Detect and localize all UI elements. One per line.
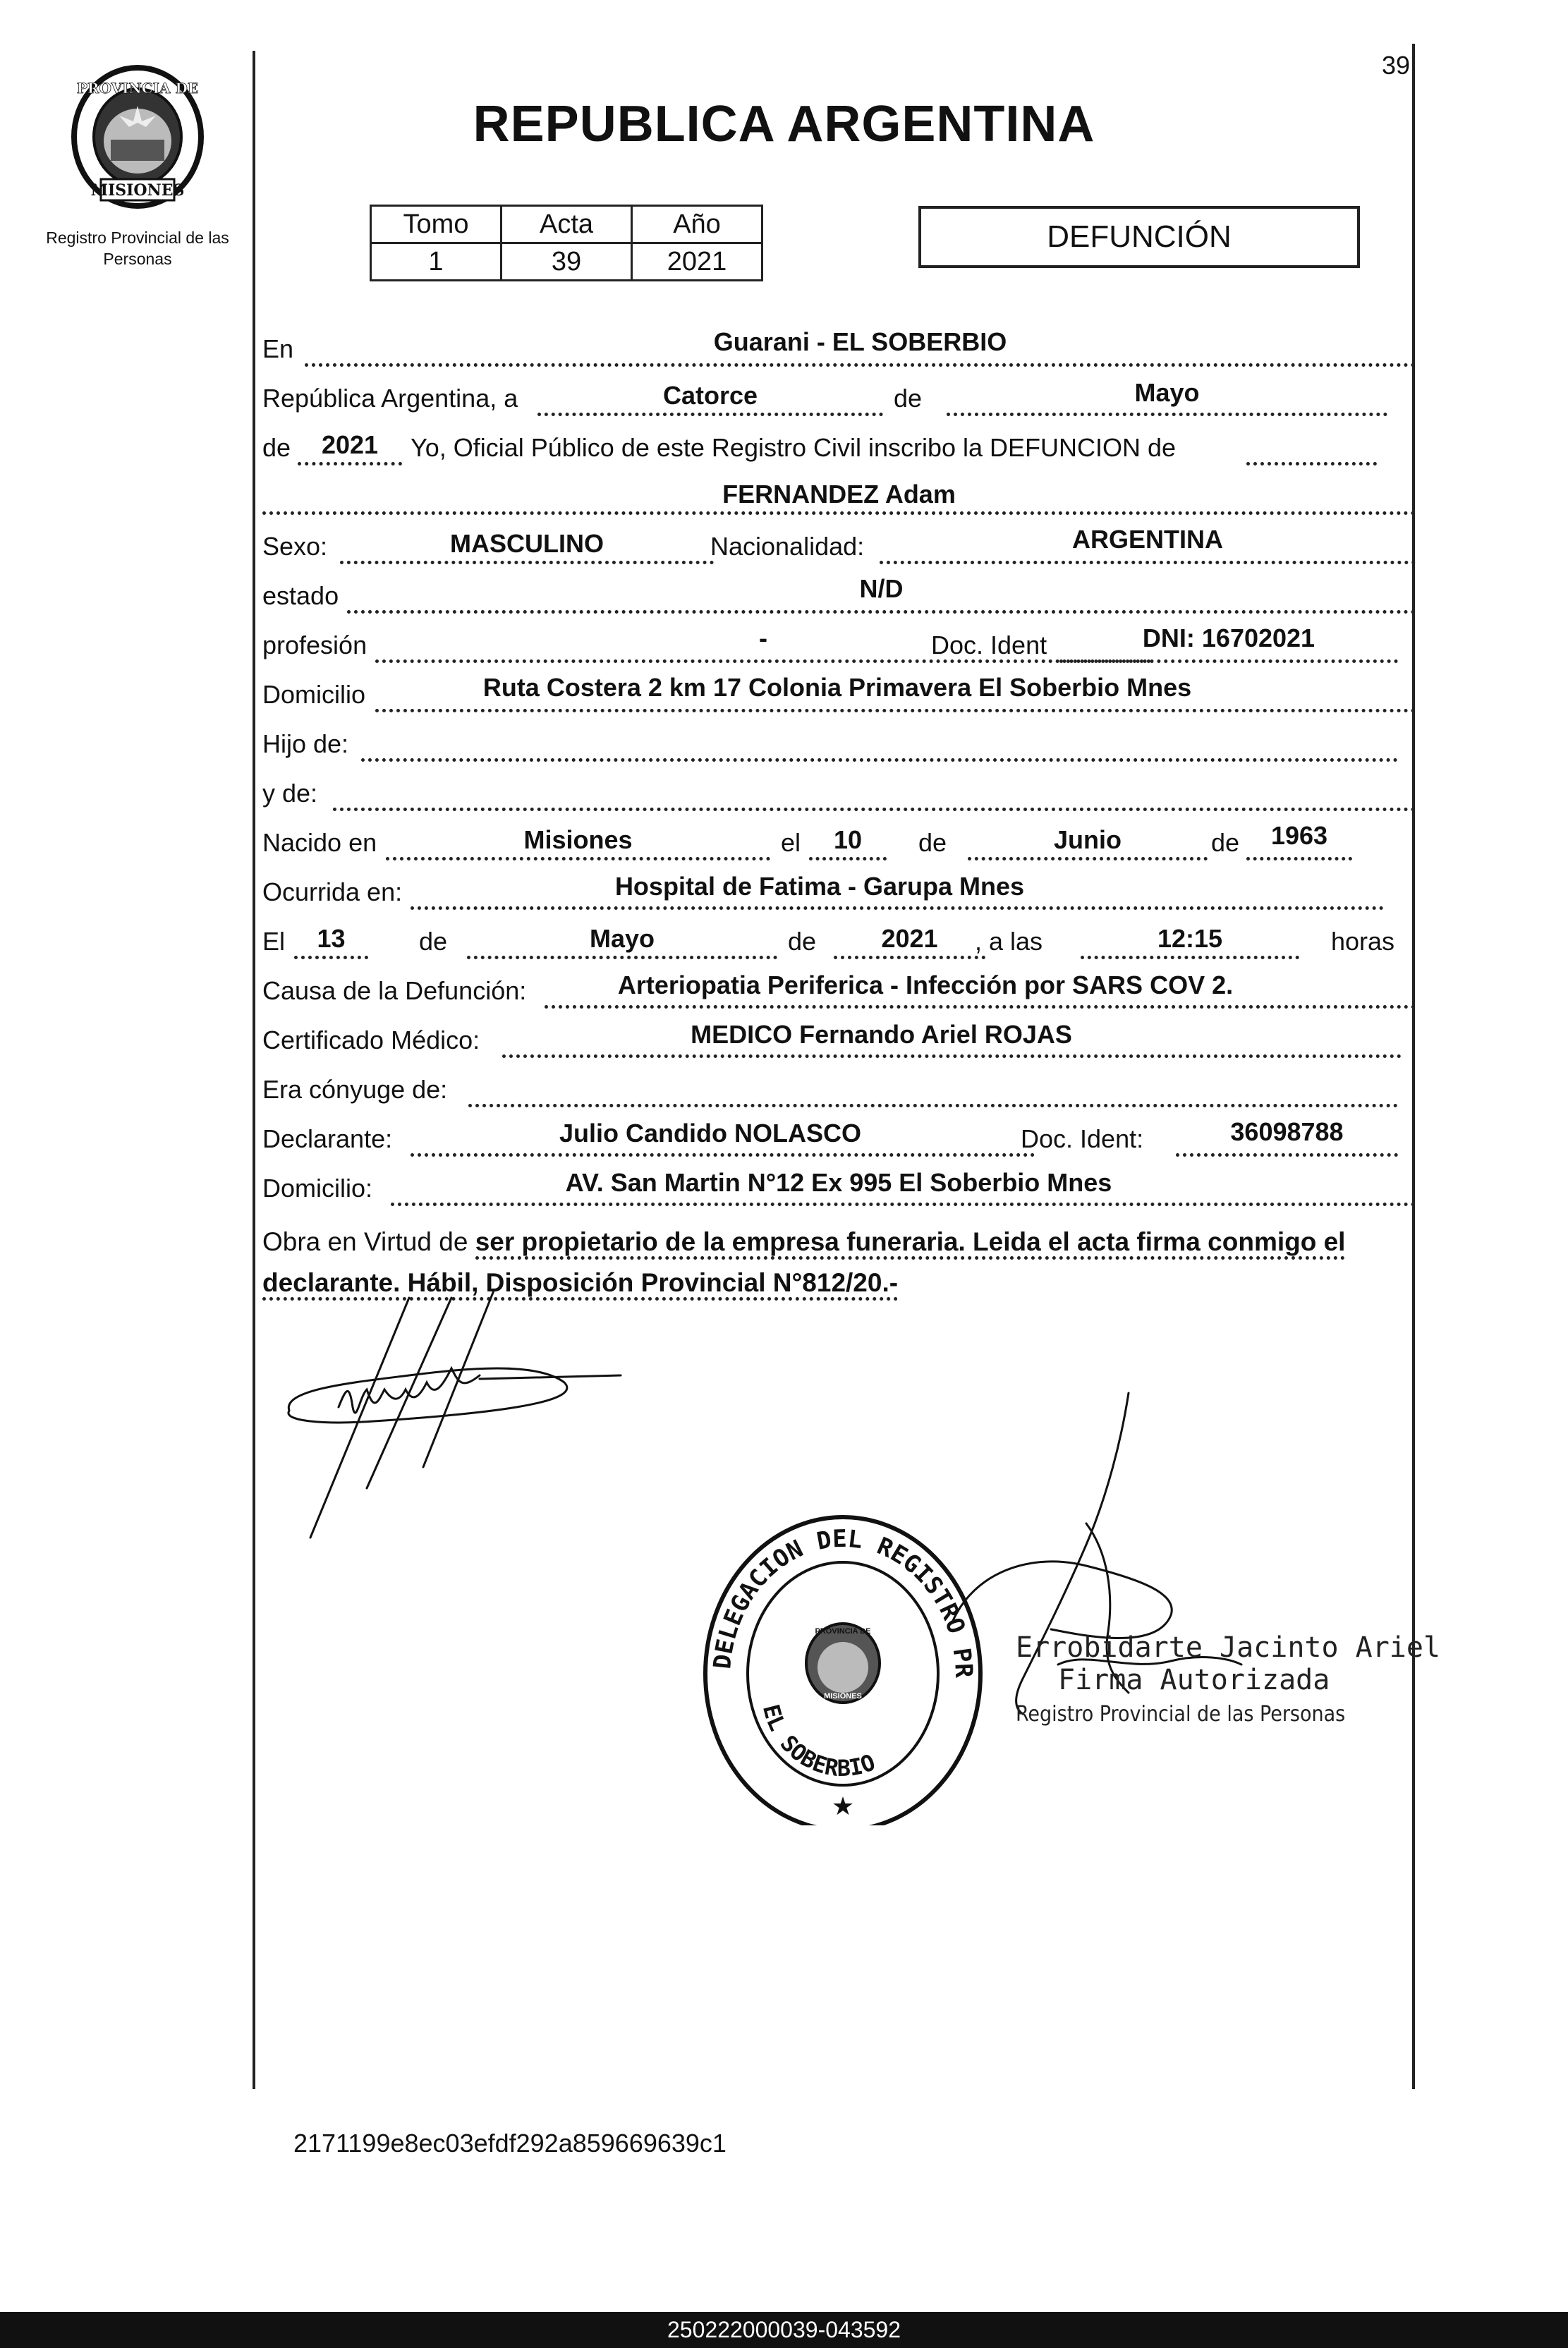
signatory-org: Registro Provincial de las Personas <box>1016 1702 1346 1727</box>
dotted-line <box>305 363 1416 367</box>
label-de: de <box>788 927 817 956</box>
value-sexo: MASCULINO <box>450 529 604 558</box>
dotted-line <box>468 1104 1398 1107</box>
svg-text:DELEGACION DEL REGISTRO PROVIN: DELEGACION DEL REGISTRO PR <box>708 1524 978 1679</box>
official-stamp <box>698 1501 987 1825</box>
label-de: de <box>262 433 291 462</box>
row-certificado <box>262 1017 1416 1062</box>
dotted-line <box>502 1054 1402 1058</box>
left-margin-line <box>253 51 255 2089</box>
value-nacido-lugar: Misiones <box>523 825 633 854</box>
dotted-line <box>411 906 1384 910</box>
row-domicilio-declarante <box>262 1165 1416 1210</box>
svg-text:PROVINCIA DE: PROVINCIA DE <box>815 1627 871 1636</box>
row-sexo <box>262 523 1416 568</box>
dotted-line <box>375 709 1416 712</box>
label-de: de <box>894 384 923 413</box>
dotted-line <box>880 561 1416 564</box>
value-hora: 12:15 <box>1157 924 1223 953</box>
dotted-line <box>947 413 1387 416</box>
dotted-line <box>333 808 1416 811</box>
dotted-line <box>1081 956 1299 959</box>
row-nacido <box>262 820 1416 865</box>
label-hijo-de: Hijo de: <box>262 729 349 758</box>
declarant-signature <box>268 1284 635 1552</box>
row-declarante <box>262 1116 1416 1161</box>
footer-code: 250222000039-043592 <box>667 2317 901 2342</box>
record-type-box: DEFUNCIÓN <box>918 206 1360 268</box>
value-nacido-mes: Junio <box>1054 825 1122 854</box>
value-mes: Mayo <box>1134 378 1200 407</box>
value-obra-en-virtud: ser propietario de la empresa funeraria. Leida el acta firma conmigo el declarante. Hábil, Disposición Provincial N°812/20.- <box>262 1227 1345 1301</box>
value-nacionalidad: ARGENTINA <box>1072 525 1223 554</box>
dotted-line <box>361 758 1398 762</box>
acta-value-acta: 39 <box>502 243 632 281</box>
label-domicilio-declarante: Domicilio: <box>262 1174 373 1203</box>
footer-barcode-bar <box>0 2312 1568 2348</box>
label-nacionalidad: Nacionalidad: <box>710 532 865 561</box>
label-declarante: Declarante: <box>262 1124 393 1153</box>
value-profesion: - <box>759 624 767 652</box>
signatory-role: Firma Autorizada <box>1058 1664 1330 1696</box>
label-certificado: Certificado Médico: <box>262 1026 480 1054</box>
document-hash: 2171199e8ec03efdf292a859669639c1 <box>293 2129 727 2158</box>
value-ocurrida: Hospital de Fatima - Garupa Mnes <box>614 872 1025 901</box>
dotted-line <box>1059 659 1398 663</box>
value-fecha-dia: 13 <box>317 924 346 953</box>
svg-text:MISIONES: MISIONES <box>90 181 185 200</box>
row-profesion <box>262 622 1416 667</box>
acta-header-tomo: Tomo <box>371 206 502 243</box>
row-y-de <box>262 770 1416 815</box>
acta-value-tomo: 1 <box>371 243 502 281</box>
value-fecha-mes: Mayo <box>589 924 655 953</box>
dotted-line <box>294 956 368 959</box>
dotted-line <box>1246 857 1352 860</box>
acta-header-acta: Acta <box>502 206 632 243</box>
dotted-line <box>1246 462 1377 466</box>
authorized-signature-block <box>1016 1631 1440 1727</box>
label-de: de <box>1211 828 1240 857</box>
label-conyuge: Era cónyuge de: <box>262 1075 448 1104</box>
svg-text:EL SOBERBIO: EL SOBERBIO <box>757 1701 879 1782</box>
row-nombre-fallecido <box>262 474 1416 519</box>
value-certificado: MEDICO Fernando Ariel ROJAS <box>691 1020 1072 1049</box>
value-doc-ident-declarante: 36098788 <box>1230 1117 1344 1146</box>
value-declarante: Julio Candido NOLASCO <box>559 1119 861 1148</box>
value-doc-ident: DNI: 16702021 <box>1142 624 1315 652</box>
registry-name: Registro Provincial de las Personas <box>46 229 229 268</box>
row-fecha-defuncion <box>262 918 1416 963</box>
label-causa: Causa de la Defunción: <box>262 976 527 1005</box>
row-hijo-de <box>262 721 1416 766</box>
label-el: El <box>262 927 286 956</box>
dotted-line <box>467 956 777 959</box>
value-dia: Catorce <box>662 381 758 410</box>
dotted-line <box>809 857 887 860</box>
label-doc-ident: Doc. Ident <box>931 631 1047 659</box>
signatory-name: Errobidarte Jacinto Ariel <box>1016 1631 1441 1664</box>
dotted-line <box>1176 1153 1398 1157</box>
label-el: el <box>781 828 801 857</box>
acta-header-anio: Año <box>632 206 762 243</box>
label-a-las: , a las <box>975 927 1043 956</box>
value-en: Guarani - EL SOBERBIO <box>713 327 1007 356</box>
label-de: de <box>918 828 947 857</box>
dotted-line <box>391 1203 1416 1206</box>
label-domicilio: Domicilio <box>262 680 366 709</box>
row-causa <box>262 968 1416 1013</box>
stamp-inner-seal <box>806 1624 880 1703</box>
value-anio: 2021 <box>321 430 379 459</box>
label-profesion: profesión <box>262 631 367 659</box>
dotted-line <box>537 413 883 416</box>
value-estado: N/D <box>859 574 904 603</box>
label-republica: República Argentina, a <box>262 384 518 413</box>
dotted-line <box>834 956 985 959</box>
label-ocurrida: Ocurrida en: <box>262 877 403 906</box>
document-title: REPUBLICA ARGENTINA <box>473 96 1095 152</box>
row-estado <box>262 573 1416 618</box>
row-yo-oficial <box>262 425 1416 470</box>
dotted-line <box>411 1153 1035 1157</box>
value-nacido-anio: 1963 <box>1270 821 1328 850</box>
label-horas: horas <box>1331 927 1395 956</box>
label-estado: estado <box>262 581 339 610</box>
acta-header-row <box>371 206 762 243</box>
svg-text:PROVINCIA DE: PROVINCIA DE <box>76 80 199 97</box>
svg-text:★: ★ <box>831 1792 855 1820</box>
row-domicilio <box>262 671 1416 717</box>
value-fecha-anio: 2021 <box>881 924 938 953</box>
label-nacido-en: Nacido en <box>262 828 377 857</box>
dotted-line <box>340 561 714 564</box>
value-nacido-dia: 10 <box>833 825 863 854</box>
dotted-line <box>545 1005 1416 1009</box>
label-sexo: Sexo: <box>262 532 328 561</box>
label-de: de <box>419 927 448 956</box>
value-causa: Arteriopatia Periferica - Infección por SARS COV 2. <box>617 971 1234 999</box>
label-en: En <box>262 334 294 363</box>
label-obra-en-virtud: Obra en Virtud de <box>262 1227 468 1256</box>
dotted-line <box>347 610 1416 614</box>
value-domicilio-declarante: AV. San Martin N°12 Ex 995 El Soberbio Mnes <box>565 1168 1112 1197</box>
row-en <box>262 326 1416 371</box>
row-ocurrida <box>262 869 1416 914</box>
dotted-line <box>262 511 1416 515</box>
dotted-line <box>386 857 770 860</box>
value-domicilio: Ruta Costera 2 km 17 Colonia Primavera El Soberbio Mnes <box>482 673 1192 702</box>
acta-table <box>370 205 763 281</box>
svg-text:MISIONES: MISIONES <box>824 1692 862 1701</box>
text-yo-oficial: Yo, Oficial Público de este Registro Civil inscribo la DEFUNCION de <box>411 433 1177 462</box>
acta-value-anio: 2021 <box>632 243 762 281</box>
label-y-de: y de: <box>262 779 318 808</box>
dotted-line <box>968 857 1208 860</box>
value-nombre-fallecido: FERNANDEZ Adam <box>722 480 956 509</box>
label-doc-ident-declarante: Doc. Ident: <box>1021 1124 1144 1153</box>
row-conyuge <box>262 1066 1416 1112</box>
row-fecha-inscripcion <box>262 375 1416 420</box>
page-number: 39 <box>1381 51 1410 80</box>
dotted-line <box>298 462 402 466</box>
acta-value-row <box>371 243 762 281</box>
